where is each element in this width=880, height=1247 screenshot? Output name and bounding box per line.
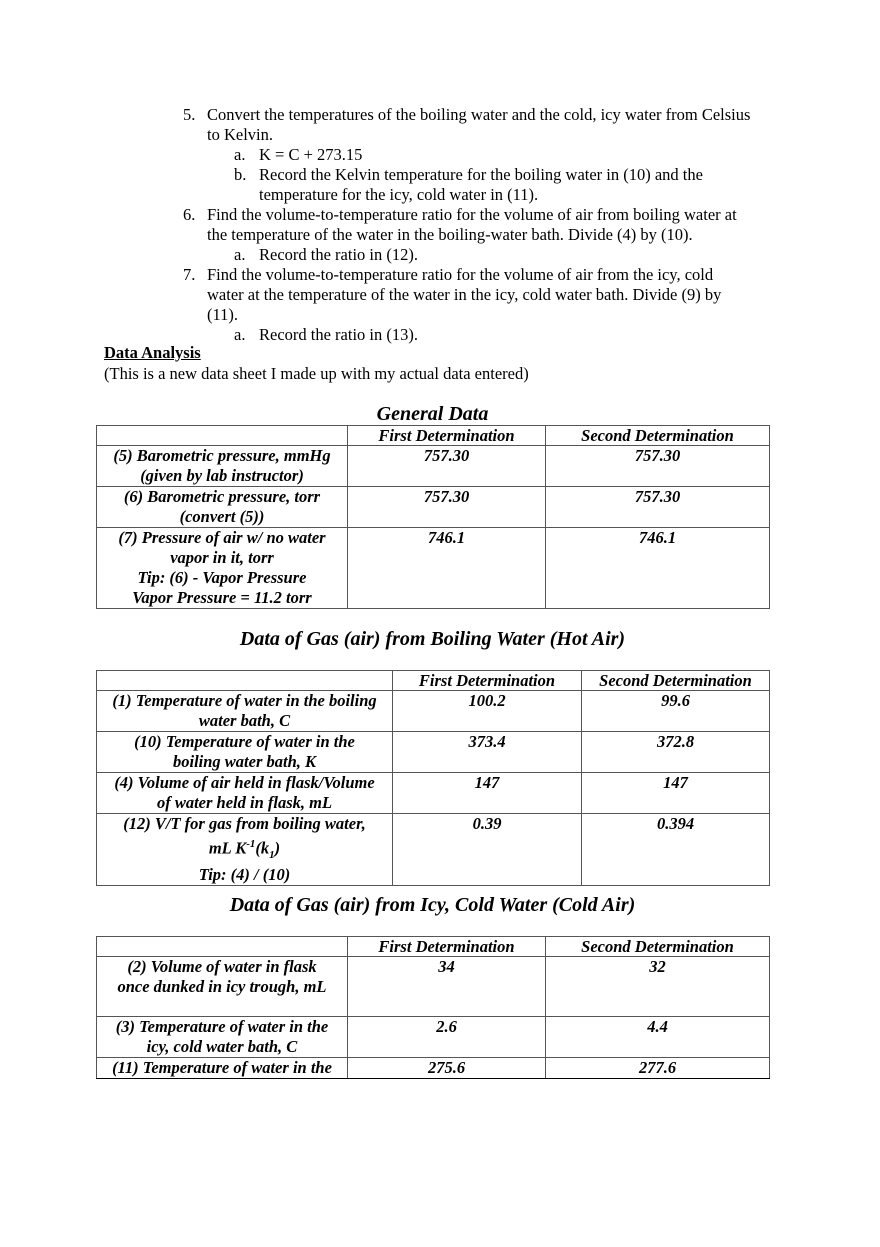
value-second: 746.1 <box>546 528 770 609</box>
substep-text: temperature for the icy, cold water in (11). <box>259 185 539 204</box>
header-first-determination: First Determination <box>348 426 546 446</box>
value-second: 757.30 <box>546 446 770 487</box>
table-header-row <box>97 671 770 691</box>
step-text: (11). <box>207 305 239 324</box>
header-first-determination: First Determination <box>348 937 546 957</box>
row-label: (10) Temperature of water in the boiling water bath, K <box>97 732 393 773</box>
table-row <box>97 446 770 487</box>
step-text: Convert the temperatures of the boiling water and the cold, icy water from Celsius <box>207 105 751 124</box>
table-row <box>97 732 770 773</box>
row-label: (1) Temperature of water in the boiling water bath, C <box>97 691 393 732</box>
step-text: water at the temperature of the water in the icy, cold water bath. Divide (9) by <box>207 285 722 304</box>
data-analysis-note: (This is a new data sheet I made up with my actual data entered) <box>104 364 529 383</box>
value-second: 32 <box>546 957 770 1017</box>
hot-air-table <box>96 670 770 886</box>
table-row <box>97 773 770 814</box>
value-second: 147 <box>582 773 770 814</box>
step-text: Find the volume-to-temperature ratio for the volume of air from the icy, cold <box>207 265 714 284</box>
table-row <box>97 814 770 886</box>
header-second-determination: Second Determination <box>582 671 770 691</box>
table-row <box>97 487 770 528</box>
table-row <box>97 957 770 1017</box>
table-header-row <box>97 937 770 957</box>
substep-letter: a. <box>234 245 246 264</box>
step-text: Find the volume-to-temperature ratio for the volume of air from boiling water at <box>207 205 737 224</box>
hot-air-title: Data of Gas (air) from Boiling Water (Hot Air) <box>239 628 626 650</box>
substep-letter: a. <box>234 145 246 164</box>
value-first: 34 <box>348 957 546 1017</box>
table-row <box>97 1017 770 1058</box>
row-label: (12) V/T for gas from boiling water, mL $K^{-1}(k_1)$ Tip: (4) / (10) <box>97 814 393 886</box>
step-text: the temperature of the water in the boiling-water bath. Divide (4) by (10). <box>207 225 693 244</box>
step-number: 5. <box>183 105 196 124</box>
substep-text: K = C + 273.15 <box>259 145 363 164</box>
header-second-determination: Second Determination <box>546 426 770 446</box>
table-row <box>97 1058 770 1079</box>
general-data-title: General Data <box>376 403 489 425</box>
cold-air-title: Data of Gas (air) from Icy, Cold Water (Cold Air) <box>229 894 636 916</box>
data-analysis-heading: Data Analysis <box>104 343 201 362</box>
substep-text: Record the ratio in (13). <box>259 325 418 344</box>
value-first: 373.4 <box>393 732 582 773</box>
header-second-determination: Second Determination <box>546 937 770 957</box>
value-second: 0.394 <box>582 814 770 886</box>
value-first: 757.30 <box>348 446 546 487</box>
header-blank <box>97 937 348 957</box>
value-first: 147 <box>393 773 582 814</box>
general-data-table <box>96 425 770 609</box>
header-first-determination: First Determination <box>393 671 582 691</box>
value-second: 757.30 <box>546 487 770 528</box>
cold-air-table <box>96 936 770 1079</box>
step-number: 6. <box>183 205 196 224</box>
substep-letter: b. <box>234 165 247 184</box>
row-label: (4) Volume of air held in flask/Volume of water held in flask, mL <box>97 773 393 814</box>
value-second: 372.8 <box>582 732 770 773</box>
row-label: (7) Pressure of air w/ no water vapor in it, torr Tip: (6) - Vapor Pressure Vapor Pressure = 11.2 torr <box>97 528 348 609</box>
table-row <box>97 528 770 609</box>
row-label: (6) Barometric pressure, torr (convert (5)) <box>97 487 348 528</box>
row-label: (3) Temperature of water in the icy, cold water bath, C <box>97 1017 348 1058</box>
value-first: 0.39 <box>393 814 582 886</box>
value-first: 100.2 <box>393 691 582 732</box>
row-label: (11) Temperature of water in the <box>97 1058 348 1079</box>
substep-letter: a. <box>234 325 246 344</box>
substep-text: Record the ratio in (12). <box>259 245 418 264</box>
value-second: 277.6 <box>546 1058 770 1079</box>
header-blank <box>97 426 348 446</box>
value-first: 2.6 <box>348 1017 546 1058</box>
row-label: (2) Volume of water in flask once dunked in icy trough, mL <box>97 957 348 1017</box>
value-second: 99.6 <box>582 691 770 732</box>
value-first: 746.1 <box>348 528 546 609</box>
step-text: to Kelvin. <box>207 125 273 144</box>
value-second: 4.4 <box>546 1017 770 1058</box>
table-header-row <box>97 426 770 446</box>
table-row <box>97 691 770 732</box>
step-number: 7. <box>183 265 196 284</box>
substep-text: Record the Kelvin temperature for the boiling water in (10) and the <box>259 165 703 184</box>
value-first: 275.6 <box>348 1058 546 1079</box>
header-blank <box>97 671 393 691</box>
row-label: (5) Barometric pressure, mmHg (given by lab instructor) <box>97 446 348 487</box>
value-first: 757.30 <box>348 487 546 528</box>
